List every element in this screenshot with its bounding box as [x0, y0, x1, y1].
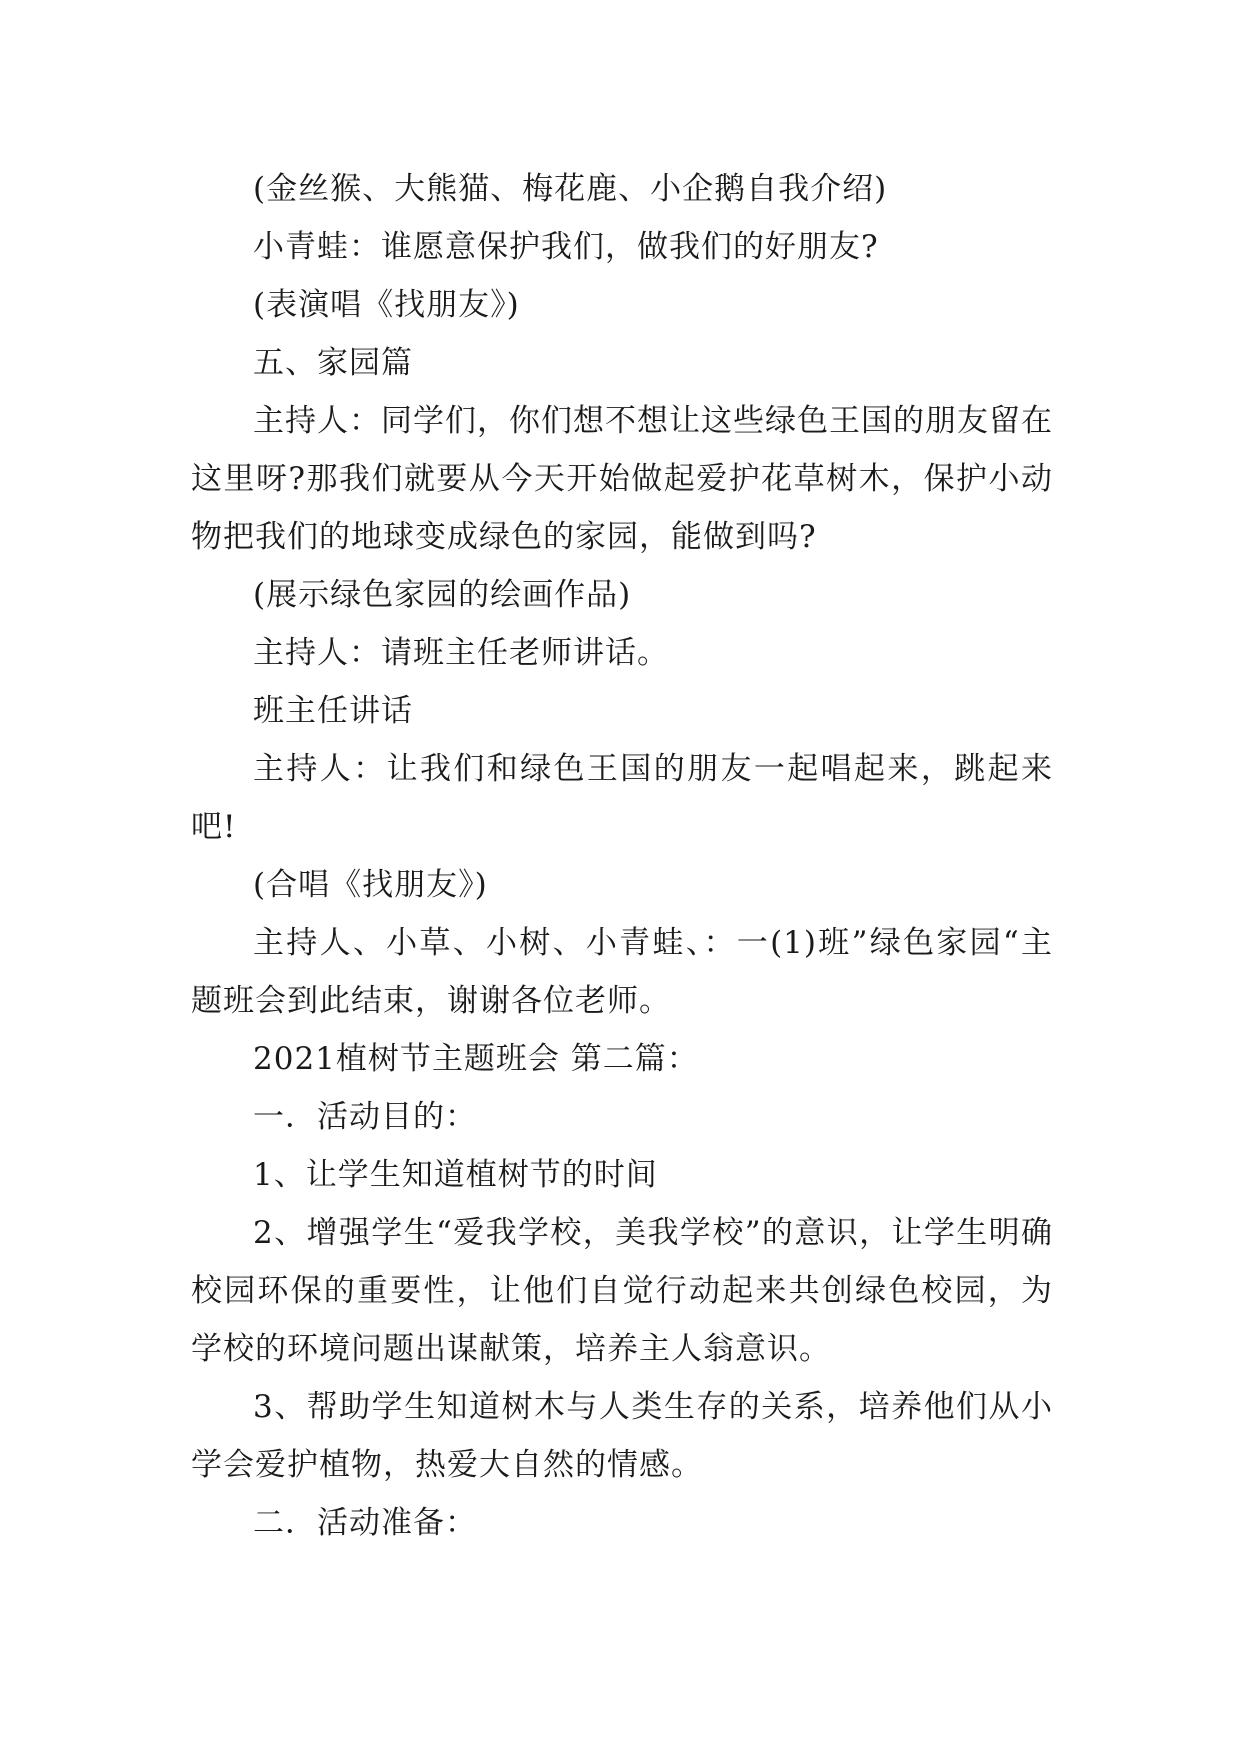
paragraph-intro-animals: (金丝猴、大熊猫、梅花鹿、小企鹅自我介绍)	[253, 171, 888, 207]
section-heading-home: 五、家园篇	[253, 345, 413, 381]
paragraph-host-invite-teacher: 主持人：请班主任老师讲话。	[253, 635, 669, 671]
paragraph-host-sing-dance: 主持人：让我们和绿色王国的朋友一起唱起来，跳起来吧!	[191, 751, 1053, 845]
paragraph-show-paintings: (展示绿色家园的绘画作品)	[253, 577, 632, 613]
document-body	[191, 160, 1053, 1552]
paragraph-closing: 主持人、小草、小树、小青蛙、：一(1)班”绿色家园“主题班会到此结束，谢谢各位老师。	[191, 925, 1053, 1019]
section-heading-goals: 一．活动目的：	[253, 1099, 477, 1135]
goal-item-3: 3、帮助学生知道树木与人类生存的关系，培养他们从小学会爱护植物，热爱大自然的情感。	[191, 1389, 1053, 1483]
paragraph-frog-line: 小青蛙：谁愿意保护我们，做我们的好朋友?	[253, 229, 879, 265]
goal-item-2: 2、增强学生“爱我学校，美我学校”的意识，让学生明确校园环保的重要性，让他们自觉行动起来共创绿色校园，为学校的环境问题出谋献策，培养主人翁意识。	[191, 1215, 1053, 1367]
paragraph-song-performance: (表演唱《找朋友》)	[253, 287, 520, 323]
paragraph-teacher-speech: 班主任讲话	[253, 693, 413, 729]
section-title-part-two: 2021植树节主题班会 第二篇：	[253, 1041, 699, 1077]
paragraph-host-question: 主持人：同学们，你们想不想让这些绿色王国的朋友留在这里呀?那我们就要从今天开始做起爱护花草树木，保护小动物把我们的地球变成绿色的家园，能做到吗?	[191, 403, 1053, 555]
paragraph-chorus: (合唱《找朋友》)	[253, 867, 488, 903]
goal-item-1: 1、让学生知道植树节的时间	[253, 1157, 658, 1193]
section-heading-preparation: 二．活动准备：	[253, 1505, 477, 1541]
